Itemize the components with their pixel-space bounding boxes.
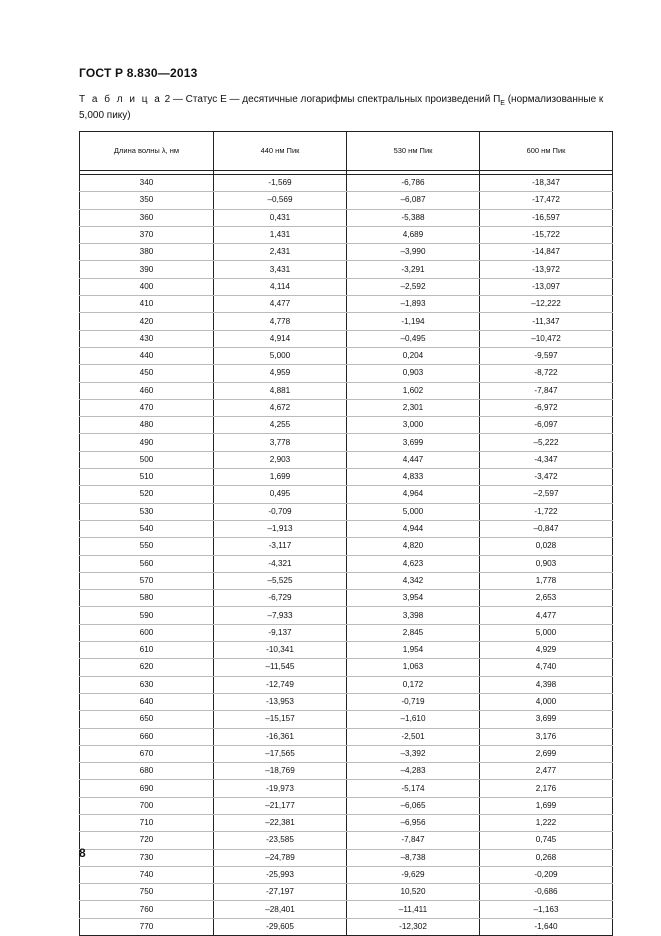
caption-tail: (нормализованные к 5,000 пику): [79, 94, 604, 121]
cell-440-peak: -3,117: [214, 538, 347, 555]
cell-530-peak: -0,719: [347, 693, 480, 710]
table-row: [80, 382, 613, 399]
cell-530-peak: 3,954: [347, 590, 480, 607]
table-row: [80, 538, 613, 555]
cell-440-peak: -4,321: [214, 555, 347, 572]
table-row: [80, 555, 613, 572]
cell-wavelength: 760: [80, 901, 214, 918]
cell-600-peak: 3,176: [480, 728, 613, 745]
cell-wavelength: 380: [80, 244, 214, 261]
cell-440-peak: –7,933: [214, 607, 347, 624]
cell-wavelength: 430: [80, 330, 214, 347]
cell-600-peak: 1,778: [480, 572, 613, 589]
cell-440-peak: -13,953: [214, 693, 347, 710]
cell-530-peak: 4,623: [347, 555, 480, 572]
cell-530-peak: –6,956: [347, 814, 480, 831]
table-header-row: [80, 132, 613, 171]
cell-530-peak: 0,903: [347, 365, 480, 382]
cell-600-peak: –1,163: [480, 901, 613, 918]
table-caption: [79, 94, 619, 122]
table-row: [80, 711, 613, 728]
cell-530-peak: –11,411: [347, 901, 480, 918]
table-row: [80, 486, 613, 503]
cell-440-peak: 4,914: [214, 330, 347, 347]
cell-530-peak: 0,172: [347, 676, 480, 693]
table-row: [80, 226, 613, 243]
page-number: 8: [79, 846, 86, 860]
cell-600-peak: -16,597: [480, 209, 613, 226]
cell-440-peak: 1,431: [214, 226, 347, 243]
cell-600-peak: -1,640: [480, 918, 613, 935]
cell-530-peak: -9,629: [347, 866, 480, 883]
cell-wavelength: 660: [80, 728, 214, 745]
cell-440-peak: 4,959: [214, 365, 347, 382]
cell-wavelength: 560: [80, 555, 214, 572]
table-row: [80, 503, 613, 520]
cell-440-peak: 4,477: [214, 296, 347, 313]
cell-wavelength: 480: [80, 417, 214, 434]
cell-440-peak: -23,585: [214, 832, 347, 849]
cell-530-peak: –3,392: [347, 745, 480, 762]
cell-wavelength: 740: [80, 866, 214, 883]
cell-wavelength: 570: [80, 572, 214, 589]
cell-wavelength: 770: [80, 918, 214, 935]
cell-600-peak: 4,929: [480, 642, 613, 659]
cell-600-peak: -15,722: [480, 226, 613, 243]
cell-600-peak: -8,722: [480, 365, 613, 382]
table-row: [80, 884, 613, 901]
cell-wavelength: 460: [80, 382, 214, 399]
cell-wavelength: 470: [80, 399, 214, 416]
cell-wavelength: 750: [80, 884, 214, 901]
cell-wavelength: 400: [80, 278, 214, 295]
cell-440-peak: -6,729: [214, 590, 347, 607]
cell-440-peak: -19,973: [214, 780, 347, 797]
cell-wavelength: 350: [80, 192, 214, 209]
cell-530-peak: -7,847: [347, 832, 480, 849]
caption-label: Т а б л и ц а: [79, 94, 162, 105]
table-row: [80, 849, 613, 866]
cell-600-peak: -4,347: [480, 451, 613, 468]
cell-530-peak: 0,204: [347, 347, 480, 364]
table-row: [80, 347, 613, 364]
table-row: [80, 745, 613, 762]
cell-440-peak: –0,569: [214, 192, 347, 209]
cell-530-peak: 2,845: [347, 624, 480, 641]
cell-600-peak: –5,222: [480, 434, 613, 451]
cell-530-peak: -5,174: [347, 780, 480, 797]
cell-600-peak: -9,597: [480, 347, 613, 364]
cell-530-peak: –6,087: [347, 192, 480, 209]
cell-440-peak: -10,341: [214, 642, 347, 659]
cell-440-peak: –24,789: [214, 849, 347, 866]
cell-600-peak: 0,028: [480, 538, 613, 555]
cell-440-peak: –18,769: [214, 763, 347, 780]
table-row: [80, 832, 613, 849]
cell-530-peak: 3,398: [347, 607, 480, 624]
caption-subscript: E: [500, 100, 505, 107]
cell-600-peak: –12,222: [480, 296, 613, 313]
cell-wavelength: 680: [80, 763, 214, 780]
cell-440-peak: 4,255: [214, 417, 347, 434]
cell-wavelength: 650: [80, 711, 214, 728]
cell-600-peak: 1,699: [480, 797, 613, 814]
cell-600-peak: 2,653: [480, 590, 613, 607]
table-row: [80, 918, 613, 935]
table-row: [80, 797, 613, 814]
cell-530-peak: 1,602: [347, 382, 480, 399]
cell-wavelength: 630: [80, 676, 214, 693]
cell-530-peak: -12,302: [347, 918, 480, 935]
table-row: [80, 693, 613, 710]
header-wavelength: Длина волны λ, нм: [80, 132, 214, 171]
data-table-container: [79, 131, 612, 936]
table-row: [80, 642, 613, 659]
cell-600-peak: –0,847: [480, 520, 613, 537]
cell-530-peak: 1,063: [347, 659, 480, 676]
cell-wavelength: 700: [80, 797, 214, 814]
cell-600-peak: 4,740: [480, 659, 613, 676]
cell-wavelength: 550: [80, 538, 214, 555]
cell-wavelength: 500: [80, 451, 214, 468]
cell-530-peak: 10,520: [347, 884, 480, 901]
cell-530-peak: 2,301: [347, 399, 480, 416]
cell-wavelength: 440: [80, 347, 214, 364]
cell-wavelength: 360: [80, 209, 214, 226]
cell-600-peak: -6,097: [480, 417, 613, 434]
cell-530-peak: 4,447: [347, 451, 480, 468]
cell-600-peak: 0,903: [480, 555, 613, 572]
cell-530-peak: 4,689: [347, 226, 480, 243]
table-row: [80, 901, 613, 918]
cell-wavelength: 340: [80, 175, 214, 192]
cell-wavelength: 610: [80, 642, 214, 659]
cell-600-peak: -0,209: [480, 866, 613, 883]
cell-440-peak: -0,709: [214, 503, 347, 520]
cell-530-peak: 1,954: [347, 642, 480, 659]
cell-440-peak: -12,749: [214, 676, 347, 693]
spectral-products-table: [79, 131, 613, 936]
cell-440-peak: -9,137: [214, 624, 347, 641]
table-row: [80, 417, 613, 434]
cell-440-peak: 4,672: [214, 399, 347, 416]
cell-440-peak: 4,778: [214, 313, 347, 330]
table-row: [80, 278, 613, 295]
cell-530-peak: –0,495: [347, 330, 480, 347]
cell-wavelength: 420: [80, 313, 214, 330]
table-row: [80, 451, 613, 468]
cell-600-peak: -13,097: [480, 278, 613, 295]
table-row: [80, 192, 613, 209]
table-row: [80, 365, 613, 382]
cell-530-peak: –1,610: [347, 711, 480, 728]
cell-440-peak: –21,177: [214, 797, 347, 814]
cell-530-peak: –3,990: [347, 244, 480, 261]
cell-530-peak: 4,944: [347, 520, 480, 537]
cell-wavelength: 370: [80, 226, 214, 243]
cell-wavelength: 390: [80, 261, 214, 278]
cell-wavelength: 600: [80, 624, 214, 641]
cell-wavelength: 620: [80, 659, 214, 676]
cell-wavelength: 530: [80, 503, 214, 520]
cell-440-peak: -27,197: [214, 884, 347, 901]
cell-600-peak: 0,268: [480, 849, 613, 866]
cell-440-peak: 0,431: [214, 209, 347, 226]
cell-wavelength: 730: [80, 849, 214, 866]
cell-440-peak: –1,913: [214, 520, 347, 537]
table-row: [80, 330, 613, 347]
cell-440-peak: –22,381: [214, 814, 347, 831]
table-row: [80, 209, 613, 226]
cell-wavelength: 520: [80, 486, 214, 503]
cell-600-peak: -18,347: [480, 175, 613, 192]
cell-530-peak: -6,786: [347, 175, 480, 192]
cell-530-peak: -5,388: [347, 209, 480, 226]
cell-wavelength: 690: [80, 780, 214, 797]
cell-530-peak: 3,699: [347, 434, 480, 451]
table-row: [80, 469, 613, 486]
cell-wavelength: 670: [80, 745, 214, 762]
table-row: [80, 520, 613, 537]
cell-600-peak: –2,597: [480, 486, 613, 503]
cell-440-peak: 2,903: [214, 451, 347, 468]
table-row: [80, 244, 613, 261]
cell-440-peak: 0,495: [214, 486, 347, 503]
cell-wavelength: 510: [80, 469, 214, 486]
table-row: [80, 780, 613, 797]
cell-600-peak: 3,699: [480, 711, 613, 728]
cell-600-peak: 4,000: [480, 693, 613, 710]
cell-600-peak: -1,722: [480, 503, 613, 520]
cell-440-peak: –15,157: [214, 711, 347, 728]
cell-600-peak: -13,972: [480, 261, 613, 278]
cell-600-peak: 0,745: [480, 832, 613, 849]
cell-530-peak: –2,592: [347, 278, 480, 295]
cell-530-peak: -3,291: [347, 261, 480, 278]
table-body: [80, 171, 613, 936]
table-row: [80, 659, 613, 676]
caption-number: 2: [164, 94, 171, 105]
cell-wavelength: 710: [80, 814, 214, 831]
cell-530-peak: -2,501: [347, 728, 480, 745]
cell-600-peak: 4,477: [480, 607, 613, 624]
header-440-peak: 440 нм Пик: [214, 132, 347, 171]
table-row: [80, 676, 613, 693]
header-530-peak: 530 нм Пик: [347, 132, 480, 171]
table-row: [80, 434, 613, 451]
cell-wavelength: 590: [80, 607, 214, 624]
cell-440-peak: 3,778: [214, 434, 347, 451]
cell-440-peak: -29,605: [214, 918, 347, 935]
cell-600-peak: -7,847: [480, 382, 613, 399]
cell-440-peak: -16,361: [214, 728, 347, 745]
table-row: [80, 399, 613, 416]
cell-530-peak: 3,000: [347, 417, 480, 434]
cell-440-peak: 1,699: [214, 469, 347, 486]
cell-440-peak: –11,545: [214, 659, 347, 676]
table-row: [80, 572, 613, 589]
table-row: [80, 313, 613, 330]
cell-440-peak: –28,401: [214, 901, 347, 918]
cell-600-peak: 1,222: [480, 814, 613, 831]
header-600-peak: 600 нм Пик: [480, 132, 613, 171]
cell-440-peak: 4,114: [214, 278, 347, 295]
table-row: [80, 866, 613, 883]
cell-440-peak: -1,569: [214, 175, 347, 192]
cell-530-peak: 4,833: [347, 469, 480, 486]
cell-600-peak: 2,477: [480, 763, 613, 780]
cell-600-peak: -3,472: [480, 469, 613, 486]
cell-440-peak: 5,000: [214, 347, 347, 364]
table-row: [80, 175, 613, 192]
cell-wavelength: 640: [80, 693, 214, 710]
cell-440-peak: –17,565: [214, 745, 347, 762]
cell-600-peak: 2,176: [480, 780, 613, 797]
cell-530-peak: 5,000: [347, 503, 480, 520]
cell-600-peak: -17,472: [480, 192, 613, 209]
cell-440-peak: 4,881: [214, 382, 347, 399]
document-code: ГОСТ Р 8.830—2013: [79, 66, 198, 80]
cell-600-peak: -11,347: [480, 313, 613, 330]
table-row: [80, 607, 613, 624]
table-row: [80, 296, 613, 313]
cell-440-peak: 3,431: [214, 261, 347, 278]
table-row: [80, 261, 613, 278]
cell-600-peak: 2,699: [480, 745, 613, 762]
cell-wavelength: 410: [80, 296, 214, 313]
cell-530-peak: –8,738: [347, 849, 480, 866]
table-row: [80, 763, 613, 780]
table-row: [80, 728, 613, 745]
cell-440-peak: -25,993: [214, 866, 347, 883]
cell-530-peak: 4,820: [347, 538, 480, 555]
cell-440-peak: 2,431: [214, 244, 347, 261]
cell-wavelength: 490: [80, 434, 214, 451]
cell-530-peak: 4,342: [347, 572, 480, 589]
cell-530-peak: –6,065: [347, 797, 480, 814]
cell-600-peak: –10,472: [480, 330, 613, 347]
cell-wavelength: 540: [80, 520, 214, 537]
table-row: [80, 590, 613, 607]
caption-text: — Статус E — десятичные логарифмы спектральных произведений П: [170, 94, 501, 105]
cell-600-peak: 4,398: [480, 676, 613, 693]
cell-600-peak: -6,972: [480, 399, 613, 416]
table-row: [80, 624, 613, 641]
cell-530-peak: –4,283: [347, 763, 480, 780]
cell-440-peak: –5,525: [214, 572, 347, 589]
cell-wavelength: 720: [80, 832, 214, 849]
cell-530-peak: 4,964: [347, 486, 480, 503]
table-row: [80, 814, 613, 831]
cell-600-peak: -0,686: [480, 884, 613, 901]
cell-wavelength: 450: [80, 365, 214, 382]
cell-530-peak: –1,893: [347, 296, 480, 313]
cell-600-peak: -14,847: [480, 244, 613, 261]
cell-530-peak: -1,194: [347, 313, 480, 330]
cell-wavelength: 580: [80, 590, 214, 607]
cell-600-peak: 5,000: [480, 624, 613, 641]
